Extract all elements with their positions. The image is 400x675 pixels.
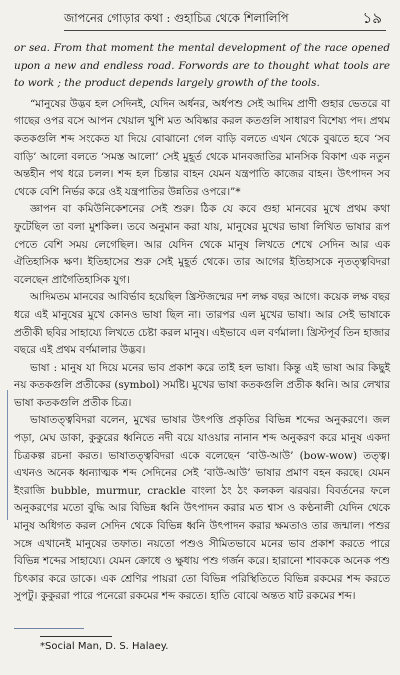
page-number: ১৯ (362, 9, 382, 27)
english-quote-continuation: or sea. From that moment the mental development of the race opened upon a new and endless road. Forwords are to thought what tools are to work ; the product depends largely growth of the tools. (14, 42, 390, 90)
chapter-title: জাপনের গোড়ার কথা : গুহাচিত্র থেকে শিলালিপি (64, 11, 289, 25)
language-definition-paragraph: ভাষা : মানুষ যা দিয়ে মনের ভাব প্রকাশ করে তাই হল ভাষা। কিন্তু এই ভাষা আর কিছুই নয় কতকগুলি প্রতীকের (symbol) সমষ্টি। মুখের ভাষা কতকগুলি প্রতীক ধ্বনি। আর লেখার ভাষা কতকগুলি প্রতীক চিত্র। (14, 361, 390, 409)
early-human-paragraph: আদিমতম মানবের আবির্ভাব হয়েছিল খ্রিস্টজন্মের দশ লক্ষ বছর আগে। কয়েক লক্ষ বছর ধরে এই মানুষের মুখে কোনও ভাষা ছিল না। তারপর এল মুখের ভাষা। আর সেই ভাষাকে প্রতীকী ছবির সাহায্যে লিখতে চেষ্টা করল মানুষ। এইভাবে এল বর্ণমালা। খ্রিস্টপূর্ব তিন হাজার বছরে এই প্রথম বর্ণমালার উদ্ভব। (14, 291, 390, 357)
footnote-rule (40, 636, 112, 637)
linguists-paragraph: ভাষাতত্ত্ববিদরা বলেন, মুখের ভাষার উৎপত্তি প্রকৃতির বিভিন্ন শব্দের অনুকরণে। জল পড়া, মেঘ ডাকা, কুকুরের ধ্বনিতে নদী বয়ে যাওয়ার নানান শব্দ অনুকরণ করে মানুষ একদা চিত্রকল্প রচনা করত। ভাষাতত্ত্ববিদরা একে বলেছেন ‘বাউ-আউ’ (bow-wow) তত্ত্ব। এখনও অনেক ধ্বন্যাত্মক শব্দ সেদিনের সেই ‘বাউ-আউ’ ভাষার প্রমাণ বহন করছে। যেমন ইংরাজি bubble, murmur, crackle বাংলা ঠং ঠং কলকল ঝরঝর। বিবর্তনের ফলে অনুকরণের মতো বুদ্ধি আর বিভিন্ন ধ্বনি উৎপাদন করার মত শ্বাস ও কণ্ঠনালী যেদিন থেকে মানুষ অধিগত করল সেদিন থেকে বিভিন্ন ধ্বনি উৎপাদন করার ক্ষমতাও তার জন্মাল। পশুর সঙ্গে এখানেই মানুষের তফাত। নয়তো পশুও সীমিতভাবে মনের ভাব প্রকাশ করতে পারে বিভিন্ন শব্দের সাহায্যে। যেমন ক্রোধে ও ক্ষুধায় পশু গর্জন করে। হারানো শাবককে অনেক পশু চিৎকার করে ডাকে। এক শ্রেণির পায়রা তো বিভিন্ন পরিস্থিতিতে বিভিন্ন রকমের শব্দ করতে সুপটু। কুকুররা পারে পনেরো রকমের শব্দ করতে। হাতি বোঝে অন্তত ষাট রকমের শব্দ। (14, 414, 390, 603)
pen-underline-mark (14, 628, 84, 629)
bengali-quote-paragraph: “মানুষের উদ্ভব হল সেদিনই, যেদিন অর্ধনর, অর্ধপশু সেই আদিম প্রাণী গুহার ভেতরে বা গাছের ওপর বসে আপন খেয়াল খুশি মত অবিষ্কার করল কতগুলি সাধারণ বিশেষ্য পদ। প্রথম কতকগুলি শব্দ সংকেত যা দিয়ে বোঝানো গেল বাড়ি বলতে এখন থেকে বুঝতে হবে ‘সব বাড়ি’ আলো বলতে ‘সমস্ত আলো’ সেই মুহূর্ত থেকে মানবজাতির মানসিক বিকাশ এক নতুন অন্তহীন পথ ধরে চলল। শব্দ হল চিন্তার বাহন যেমন যন্ত্রপাতি কাজের বাহন। উৎপাদন সব থেকে বেশি নির্ভর করে ওই যন্ত্রপাতির উন্নতির ওপরে।”* (14, 97, 390, 198)
margin-pen-mark (7, 390, 8, 520)
body-text (14, 40, 390, 606)
footnote: *Social Man, D. S. Halaey. (40, 641, 169, 652)
running-header (64, 8, 386, 31)
communication-paragraph: জ্ঞাপন বা কমিউনিকেশনের সেই শুরু। ঠিক যে কবে গুহা মানবের মুখে প্রথম কথা ফুটেছিল তা বলা মুশকিল। তবে অনুমান করা যায়, মানুষের মুখের ভাষা লিখিত ভাষার রূপ পেতে বেশি সময় লেগেছিল। আর যেদিন থেকে মানুষ লিখতে শেখে সেদিন আর এক ঐতিহাসিক ক্ষণ। ইতিহাসের শুরু সেই মুহূর্ত থেকে। তার আগের ইতিহাসকে নৃতত্ত্ববিদরা বলেছেন প্রাগৈতিহাসিক যুগ। (14, 203, 390, 286)
